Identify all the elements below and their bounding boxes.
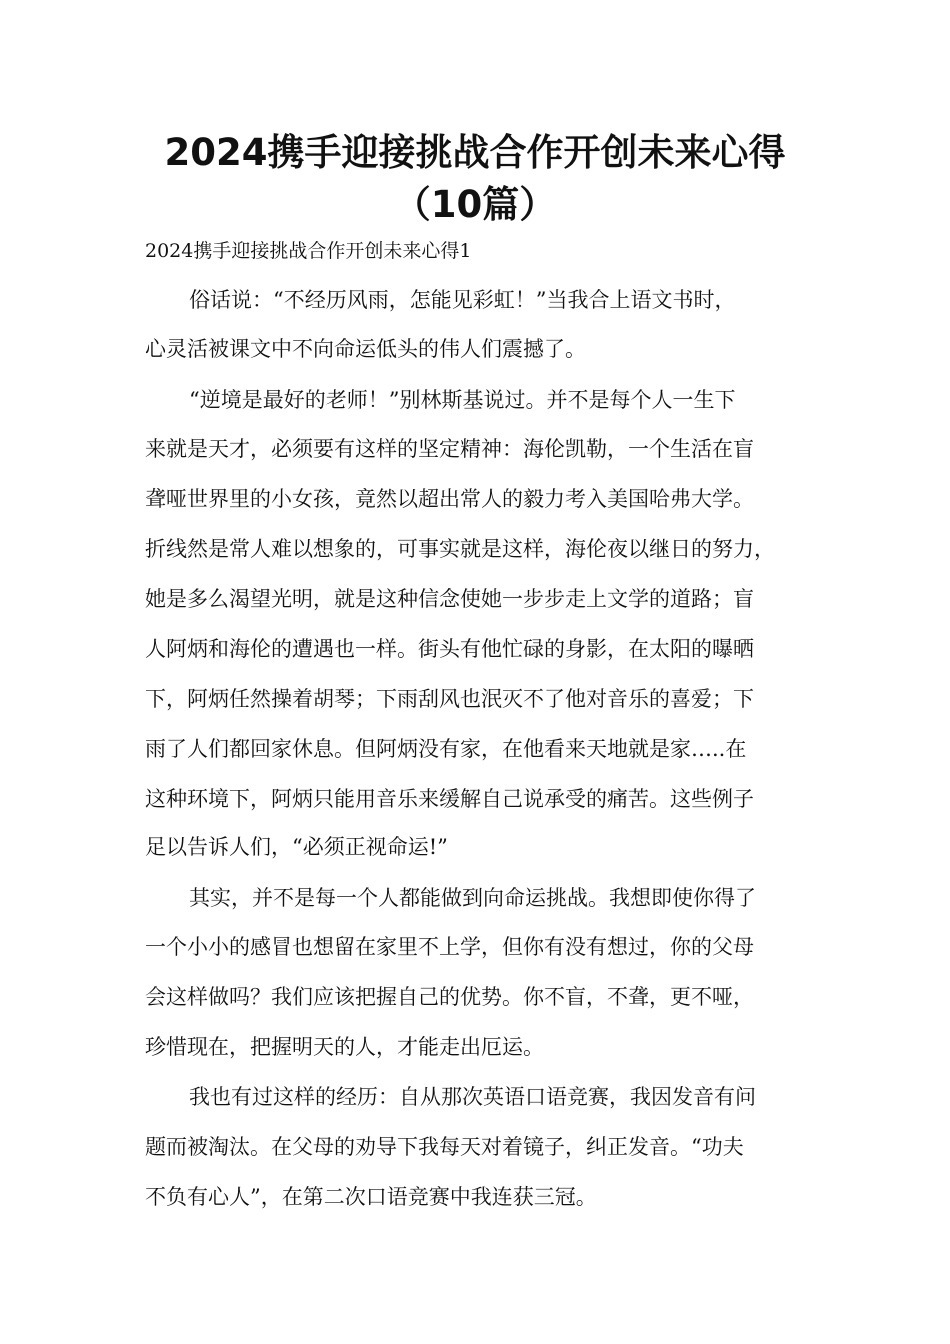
paragraph-line: 她是多么渴望光明，就是这种信念使她一步步走上文学的道路；盲 [145, 587, 754, 611]
paragraph-line: 足以告诉人们，“必须正视命运!” [145, 835, 448, 859]
paragraph-line: 雨了人们都回家休息。但阿炳没有家，在他看来天地就是家…..在 [145, 737, 747, 761]
paragraph-line: 我也有过这样的经历：自从那次英语口语竞赛，我因发音有问 [189, 1085, 756, 1109]
section-heading: 2024携手迎接挑战合作开创未来心得1 [145, 240, 472, 262]
paragraph-line: “逆境是最好的老师！”别林斯基说过。并不是每个人一生下 [189, 388, 736, 412]
paragraph-line: 折线然是常人难以想象的，可事实就是这样，海伦夜以继日的努力， [145, 537, 775, 561]
paragraph-line: 会这样做吗？我们应该把握自己的优势。你不盲，不聋，更不哑， [145, 985, 754, 1009]
document-title-line-1: 2024携手迎接挑战合作开创未来心得 [164, 131, 786, 174]
paragraph-line: 题而被淘汰。在父母的劝导下我每天对着镜子，纠正发音。“功夫 [145, 1135, 744, 1159]
paragraph-line: 这种环境下，阿炳只能用音乐来缓解自己说承受的痛苦。这些例子 [145, 787, 754, 811]
paragraph-line: 下，阿炳任然操着胡琴；下雨刮风也泯灭不了他对音乐的喜爱；下 [145, 687, 754, 711]
document-title-line-2: （10篇） [393, 183, 557, 226]
paragraph-line: 珍惜现在，把握明天的人，才能走出厄运。 [145, 1035, 544, 1059]
paragraph-line: 不负有心人”，在第二次口语竞赛中我连获三冠。 [145, 1185, 597, 1209]
paragraph-line: 心灵活被课文中不向命运低头的伟人们震撼了。 [145, 337, 586, 361]
paragraph-line: 一个小小的感冒也想留在家里不上学，但你有没有想过，你的父母 [145, 935, 754, 959]
paragraph-line: 其实，并不是每一个人都能做到向命运挑战。我想即使你得了 [189, 886, 756, 910]
paragraph-line: 俗话说：“不经历风雨，怎能见彩虹！”当我合上语文书时， [189, 288, 736, 312]
paragraph-line: 来就是天才，必须要有这样的坚定精神：海伦凯勒，一个生活在盲 [145, 437, 754, 461]
paragraph-line: 聋哑世界里的小女孩，竟然以超出常人的毅力考入美国哈弗大学。 [145, 487, 754, 511]
paragraph-line: 人阿炳和海伦的遭遇也一样。街头有他忙碌的身影，在太阳的曝晒 [145, 637, 754, 661]
